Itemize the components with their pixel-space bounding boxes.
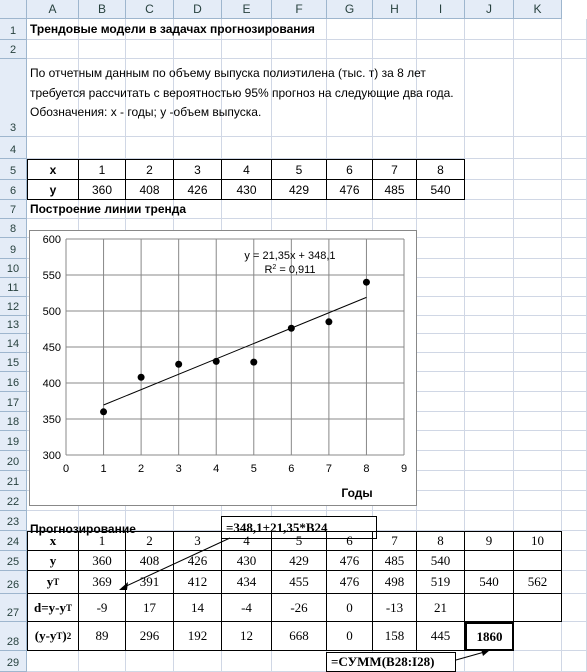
column-header-a[interactable]: A [27,0,79,19]
table2-d-cell: -9 [79,594,126,622]
column-header-k[interactable]: K [514,0,562,19]
formula-callout-sum: =СУММ(B28:I28) [326,652,456,672]
table2-yt-cell: 369 [79,571,126,594]
table2-x-cell: 2 [126,531,174,551]
row-header-28[interactable]: 28 [0,622,27,651]
table2-x-label-text: x [49,533,57,548]
column-header-e[interactable]: E [222,0,272,19]
arrow-head-1 [119,582,128,590]
chart-xaxis-label: Годы [341,486,373,500]
row-header-23[interactable]: 23 [0,511,27,531]
table2-x-cell: 4 [222,531,272,551]
table2-yt-label-text: y [46,574,54,589]
chart-ytick-label: 550 [42,270,61,282]
table2-sq-cell: 1860 [465,622,514,651]
table2-y-cell: 485 [373,551,417,571]
description-line-3: Обозначения: x - годы; y -объем выпуска. [30,105,262,119]
column-header-h[interactable]: H [373,0,417,19]
table2-yt-cell: 562 [514,571,562,594]
table2-yt-cell: 476 [327,571,373,594]
table2-sq-cell: 192 [174,622,222,651]
row-header-13[interactable]: 13 [0,316,27,334]
table1-y-cell: 408 [126,180,174,200]
table2-yt-cell: 455 [272,571,327,594]
table1-y-cell: 540 [417,180,465,200]
arrow-head-2 [481,649,490,656]
table2-x-cell: 9 [465,531,514,551]
row-header-9[interactable]: 9 [0,238,27,259]
table2-sq-cell: 89 [79,622,126,651]
table2-y-cell: 408 [126,551,174,571]
table2-d-cell: 0 [327,594,373,622]
chart-xtick-label: 6 [288,463,295,475]
table2-yt-cell: 412 [174,571,222,594]
table2-y-cell: 430 [222,551,272,571]
formula-callout-trend: =348,1+21,35*B24 [221,516,377,539]
table2-yt-cell: 519 [417,571,465,594]
chart-xtick-label: 0 [62,463,70,475]
table2-x-cell: 1 [79,531,126,551]
row-header-6[interactable]: 6 [0,180,27,200]
table2-x-cell: 5 [272,531,327,551]
table2-x-cell: 3 [174,531,222,551]
table2-y-cell: 429 [272,551,327,571]
table2-d-cell: 14 [174,594,222,622]
yt-subscript: T [53,577,60,587]
chart-ytick-label: 500 [42,306,61,318]
chart-xtick-label: 8 [363,463,370,475]
row-header-27[interactable]: 27 [0,594,27,622]
table2-x-cell: 7 [373,531,417,551]
r2-superscript: 2 [272,264,277,271]
table2-d-cell: 21 [417,594,465,622]
table2-sq-cell: 158 [373,622,417,651]
table1-x-label: x [27,159,79,180]
row-header-21[interactable]: 21 [0,471,27,491]
column-header-b[interactable]: B [79,0,126,19]
table2-d-cell: 17 [126,594,174,622]
sq-subscript: T [56,631,63,641]
table2-sq-cell: 668 [272,622,327,651]
table1-x-cell: 6 [327,159,373,180]
chart-xtick-label: 7 [325,463,332,475]
table2-y-cell: 540 [417,551,465,571]
row-header-26[interactable]: 26 [0,571,27,594]
r2-prefix: R [264,264,273,276]
table1-y-label: y [27,180,79,200]
row-header-19[interactable]: 19 [0,431,27,451]
chart-trend-equation: y = 21,35x + 348,1 [244,250,336,262]
chart-ytick-label: 600 [42,234,61,246]
column-header-d[interactable]: D [174,0,222,19]
table2-yt-cell: 434 [222,571,272,594]
chart-ytick-label: 350 [42,414,61,426]
row-header-12[interactable]: 12 [0,297,27,316]
table2-y-cell: 476 [327,551,373,571]
table2-sq-cell: 12 [222,622,272,651]
row-header-29[interactable]: 29 [0,651,27,672]
table2-sq-label-text: (y-y [34,628,57,643]
table2-x-cell: 6 [327,531,373,551]
table2-d-cell: -26 [272,594,327,622]
row-header-11[interactable]: 11 [0,278,27,297]
table2-sq-cell: 445 [417,622,465,651]
table1-x-cell: 3 [174,159,222,180]
d-subscript: T [65,602,72,613]
chart-xtick-label: 3 [175,463,182,475]
table2-x-cell: 10 [514,531,562,551]
column-header-f[interactable]: F [272,0,327,19]
arrow-line-1 [122,538,230,588]
row-header-16[interactable]: 16 [0,372,27,392]
r2-value: = 0,911 [276,264,316,276]
sq-close-paren: ) [62,628,67,643]
chart-xtick-label: 9 [400,463,408,475]
forecast-heading: Прогнозирование [30,522,136,536]
sheet-title: Трендовые модели в задачах прогнозирования [30,22,315,36]
table1-y-cell: 429 [272,180,327,200]
table1-x-cell: 7 [373,159,417,180]
table1-y-cell: 426 [174,180,222,200]
table2-yt-cell: 540 [465,571,514,594]
table2-d-cell: -13 [373,594,417,622]
row-header-7[interactable]: 7 [0,200,27,219]
row-header-1[interactable]: 1 [0,19,27,40]
chart-xtick-label: 1 [100,463,107,475]
table1-y-cell: 430 [222,180,272,200]
row-header-24[interactable]: 24 [0,531,27,551]
row-header-18[interactable]: 18 [0,412,27,431]
table1-x-cell: 1 [79,159,126,180]
table2-sq-cell: 296 [126,622,174,651]
table2-d-label-text: d=y-y [34,599,66,615]
row-header-4[interactable]: 4 [0,137,27,159]
table1-y-cell: 476 [327,180,373,200]
column-header-j[interactable]: J [465,0,514,19]
row-header-25[interactable]: 25 [0,551,27,571]
table2-x-cell: 8 [417,531,465,551]
chart-xtick-label: 5 [250,463,257,475]
chart-ytick-label: 450 [42,342,61,354]
row-header-15[interactable]: 15 [0,353,27,372]
table2-d-cell: -4 [222,594,272,622]
table1-x-cell: 5 [272,159,327,180]
table1-x-cell: 2 [126,159,174,180]
table1-x-cell: 4 [222,159,272,180]
chart-xtick-label: 2 [138,463,145,475]
chart-ytick-label: 300 [42,450,61,462]
column-header-c[interactable]: C [126,0,174,19]
row-header-3[interactable]: 3 [0,59,27,137]
table2-yt-cell: 391 [126,571,174,594]
table1-x-cell: 8 [417,159,465,180]
column-header-i[interactable]: I [417,0,465,19]
table1-y-cell: 485 [373,180,417,200]
row-header-17[interactable]: 17 [0,392,27,412]
table2-yt-cell: 498 [373,571,417,594]
row-header-10[interactable]: 10 [0,259,27,278]
table2-sq-cell: 0 [327,622,373,651]
table2-y-label-text: y [49,552,57,568]
table2-y-cell: 360 [79,551,126,571]
description-line-1: По отчетным данным по объему выпуска полиэтилена (тыс. т) за 8 лет [30,66,426,80]
row-header-20[interactable]: 20 [0,451,27,471]
row-header-22[interactable]: 22 [0,491,27,511]
row-header-2[interactable]: 2 [0,40,27,59]
row-header-14[interactable]: 14 [0,334,27,353]
chart-ytick-label: 400 [42,378,61,390]
table1-y-cell: 360 [79,180,126,200]
table2-y-cell: 426 [174,551,222,571]
row-header-8[interactable]: 8 [0,219,27,238]
trend-heading: Построение линии тренда [30,202,187,216]
chart-xtick-label: 4 [213,463,220,475]
sq-superscript: 2 [66,631,72,641]
column-header-g[interactable]: G [327,0,373,19]
row-header-5[interactable]: 5 [0,159,27,180]
description-line-2: требуется рассчитать с вероятностью 95% прогноз на следующие два года. [30,86,454,100]
